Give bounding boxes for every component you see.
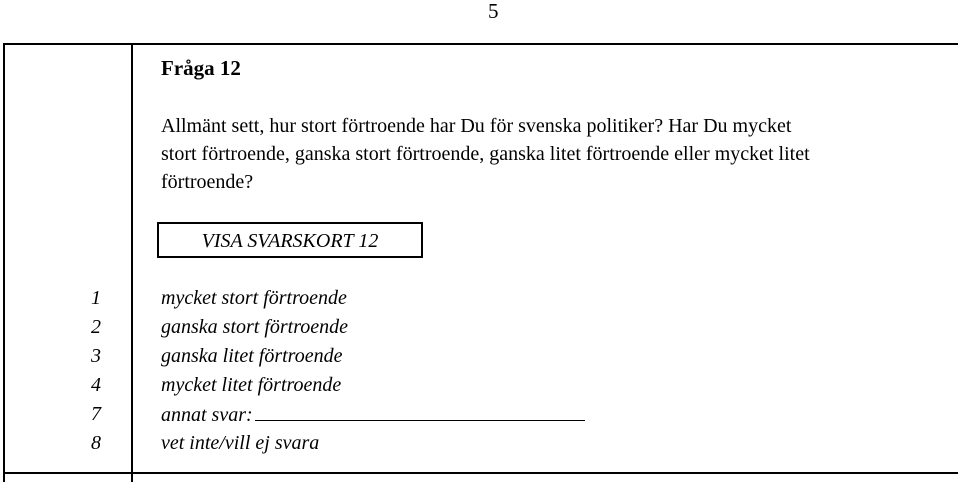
option-row [0,284,960,313]
page-number: 5 [488,0,499,23]
option-row [0,400,960,429]
option-code: 1 [91,287,101,309]
answer-options [0,284,960,458]
option-row [0,429,960,458]
question-title: Fråga 12 [161,56,241,80]
option-code: 4 [91,374,101,396]
option-row [0,371,960,400]
option-code: 8 [91,432,101,454]
option-code: 2 [91,316,101,338]
option-row [0,342,960,371]
option-label: ganska litet förtroende [161,345,343,367]
question-text-line: förtroende? [161,171,254,193]
option-label: ganska stort förtroende [161,316,349,338]
answer-card-instruction: VISA SVARSKORT 12 [157,222,423,258]
option-code: 3 [91,345,101,367]
question-text-line: stort förtroende, ganska stort förtroende, ganska litet förtroende eller mycket litet [161,143,810,165]
option-label: vet inte/vill ej svara [161,432,320,454]
option-label: mycket stort förtroende [161,287,347,309]
option-label-other [161,400,585,430]
option-code: 7 [91,403,101,425]
option-label: mycket litet förtroende [161,374,342,396]
question-text [161,112,960,196]
other-answer-label: annat svar: [161,404,253,426]
top-rule [3,43,958,45]
bottom-rule [3,472,958,474]
option-row [0,313,960,342]
question-text-line: Allmänt sett, hur stort förtroende har Du för svenska politiker? Har Du mycket [161,115,792,137]
other-answer-blank[interactable] [255,400,585,421]
